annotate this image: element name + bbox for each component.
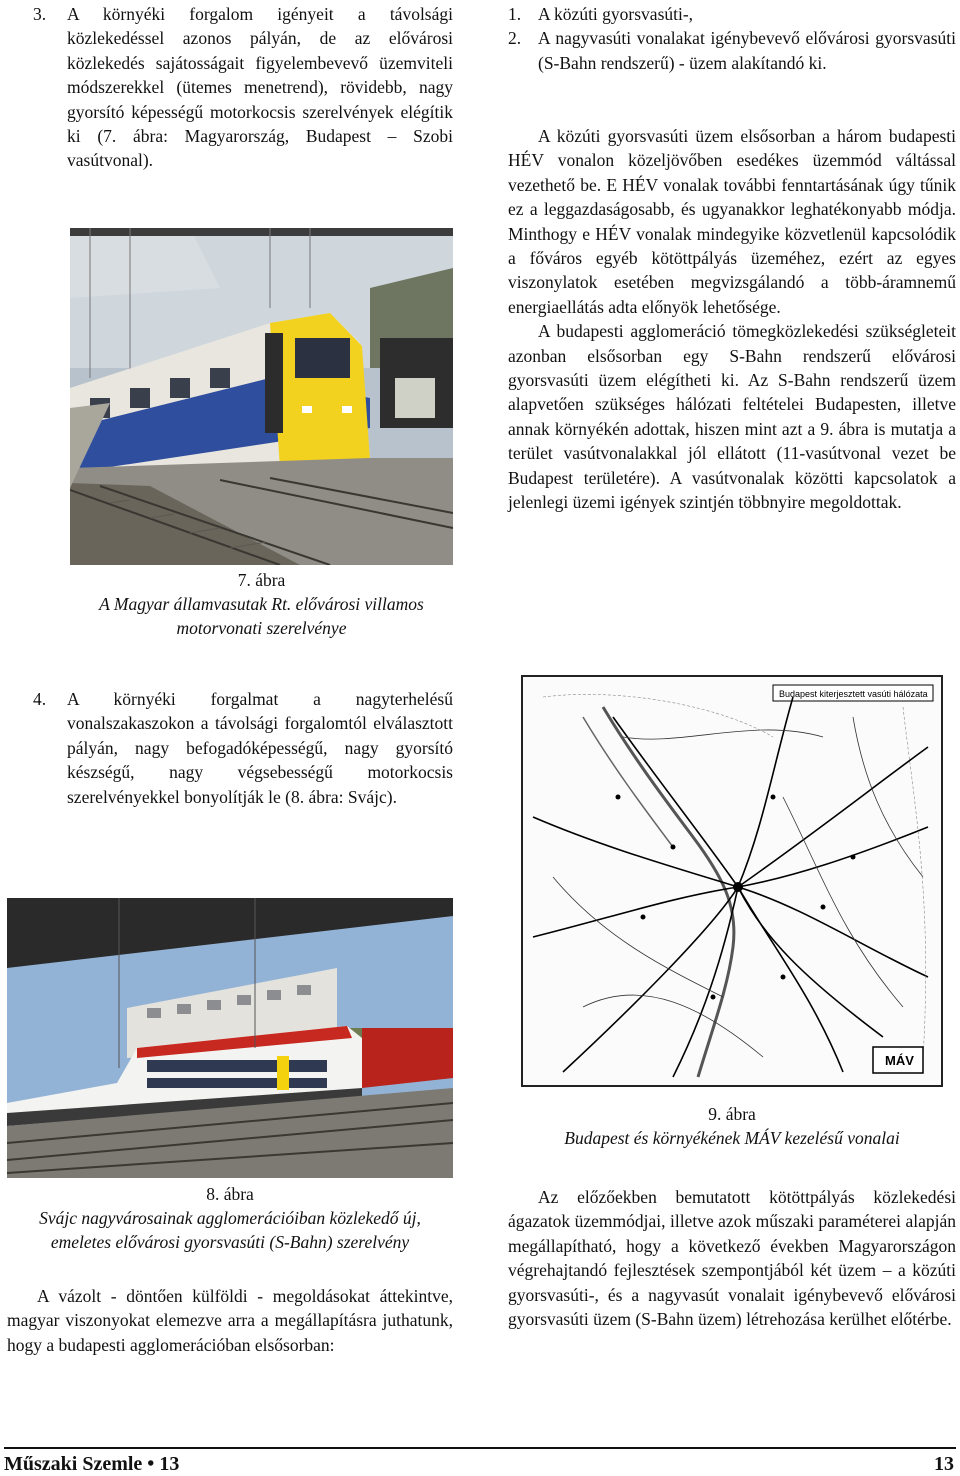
list-text: A környéki forgalom igényeit a távolsági közlekedéssel azonos pályán, de az elővárosi közlekedés sajátosságait figyelembevevő üzemviteli módszerekkel (ütemes menetrend), rövidebb, nagy gyorsító képességű motorkocsis szerelvények elégítik ki (7. ábra: Magyarország, Budapest – Szobi vasútvonal). [67,4,453,171]
figure-label: 9. ábra [708,1104,756,1124]
paragraph-text: Az előzőekben bemutatott kötöttpályás közlekedési ágazatok üzemmódjai, illetve azok műszaki paraméterei alapján megállapítható, hogy a következő években Magyarországon végrehajtandó fejlesztések szempontjából két üzem – a közúti gyorsvasúti-, és a nagyvasút vonalait igénybevevő elővárosi gyorsvasúti üzem (S-Bahn üzem) létrehozása kerülhet előtérbe. [508,1187,956,1330]
figure-9-map [521,675,943,1087]
mav-logo-text: MÁV [885,1053,914,1068]
right-top-list [508,2,956,75]
figure-7-caption [70,568,453,640]
footer-rule [4,1447,956,1449]
paragraph-text: A vázolt - döntően külföldi - megoldásokat áttekintve, magyar viszonyokat elemezve arra a megállapításra juthatunk, hogy a budapesti agglomerációban elsősorban: [7,1286,453,1355]
train-photo-switzerland [7,898,453,1178]
map-title: Budapest kiterjesztett vasúti hálózata [779,689,928,699]
list-item-1 [508,2,956,26]
paragraph-text: A közúti gyorsvasúti üzem elsősorban a három budapesti HÉV vonalon közeljövőben esedékes üzemmód váltással vezethető be. E HÉV vonalak további fenntartásának úgy tűnik ez a leggazdaságosabb, és ugyanakkor leghatékonyabb módja. Minthogy e HÉV vonalak mindegyike közvetlenül kapcsolódik a főváros egyéb kötöttpályás üzeméhez, ezért az egyes viszonylatok esetében megvizsgálandó a több-áramnemű energiaellátás adta előnyök lehetősége. [508,126,956,317]
list-item-4 [33,687,453,809]
figure-8-photo [7,898,453,1178]
figure-9-caption [508,1102,956,1150]
list-number: 3. [33,4,47,24]
figure-caption-text: Budapest és környékének MÁV kezelésű vonalai [564,1128,900,1148]
figure-8-caption [7,1182,453,1254]
list-number: 2. [508,28,522,49]
list-number: 1. [508,4,522,24]
list-text: A környéki forgalmat a nagyterhelésű vonalszakaszokon a távolsági forgalomtól elválasztott pályán, nagy befogadóképességű, nagy gyorsító készségű, nagy végsebességű motorkocsis szerelvényekkel bonyolítják le (8. ábra: Svájc). [67,689,453,807]
railway-network-map [523,677,941,1085]
figure-7-photo [70,228,453,565]
train-photo-hungary [70,228,453,565]
right-paragraphs [508,124,956,515]
right-bottom-paragraph [508,1185,956,1331]
list-text: A nagyvasúti vonalakat igénybevevő elővárosi gyorsvasúti (S-Bahn rendszerű) - üzem alakítandó ki. [538,28,956,73]
figure-caption-text: A Magyar államvasutak Rt. elővárosi villamos motorvonati szerelvénye [99,594,424,638]
list-item-2 [508,26,956,75]
paragraph-text: A budapesti agglomeráció tömegközlekedési szükségleteit azonban elsősorban egy S-Bahn rendszerű elővárosi gyorsvasúti üzem elégítheti ki. Az S-Bahn rendszerű üzem alapvetően szükséges hálózati feltételei Budapesten, illetve annak környékén adottak, hiszen mint azt a 9. ábra is mutatja a terület vasútvonalakkal jól ellátott (11-vasútvonal vezet be Budapest területére). A vasútvonalak közötti kapcsolatok a jelenlegi üzemi igények szintjén többnyire megoldottak. [508,321,956,513]
list-item-3 [33,2,453,173]
figure-caption-text: Svájc nagyvárosainak agglomerációiban közlekedő új, emeletes elővárosi gyorsvasúti (S-Bahn) szerelvény [39,1208,421,1252]
figure-label: 8. ábra [206,1184,254,1204]
list-text: A közúti gyorsvasúti-, [538,4,694,24]
list-number: 4. [33,689,47,709]
figure-label: 7. ábra [237,570,286,590]
footer-page-number: 13 [934,1453,954,1475]
footer-journal: Műszaki Szemle • 13 [4,1453,180,1475]
left-bottom-paragraph [7,1284,453,1357]
